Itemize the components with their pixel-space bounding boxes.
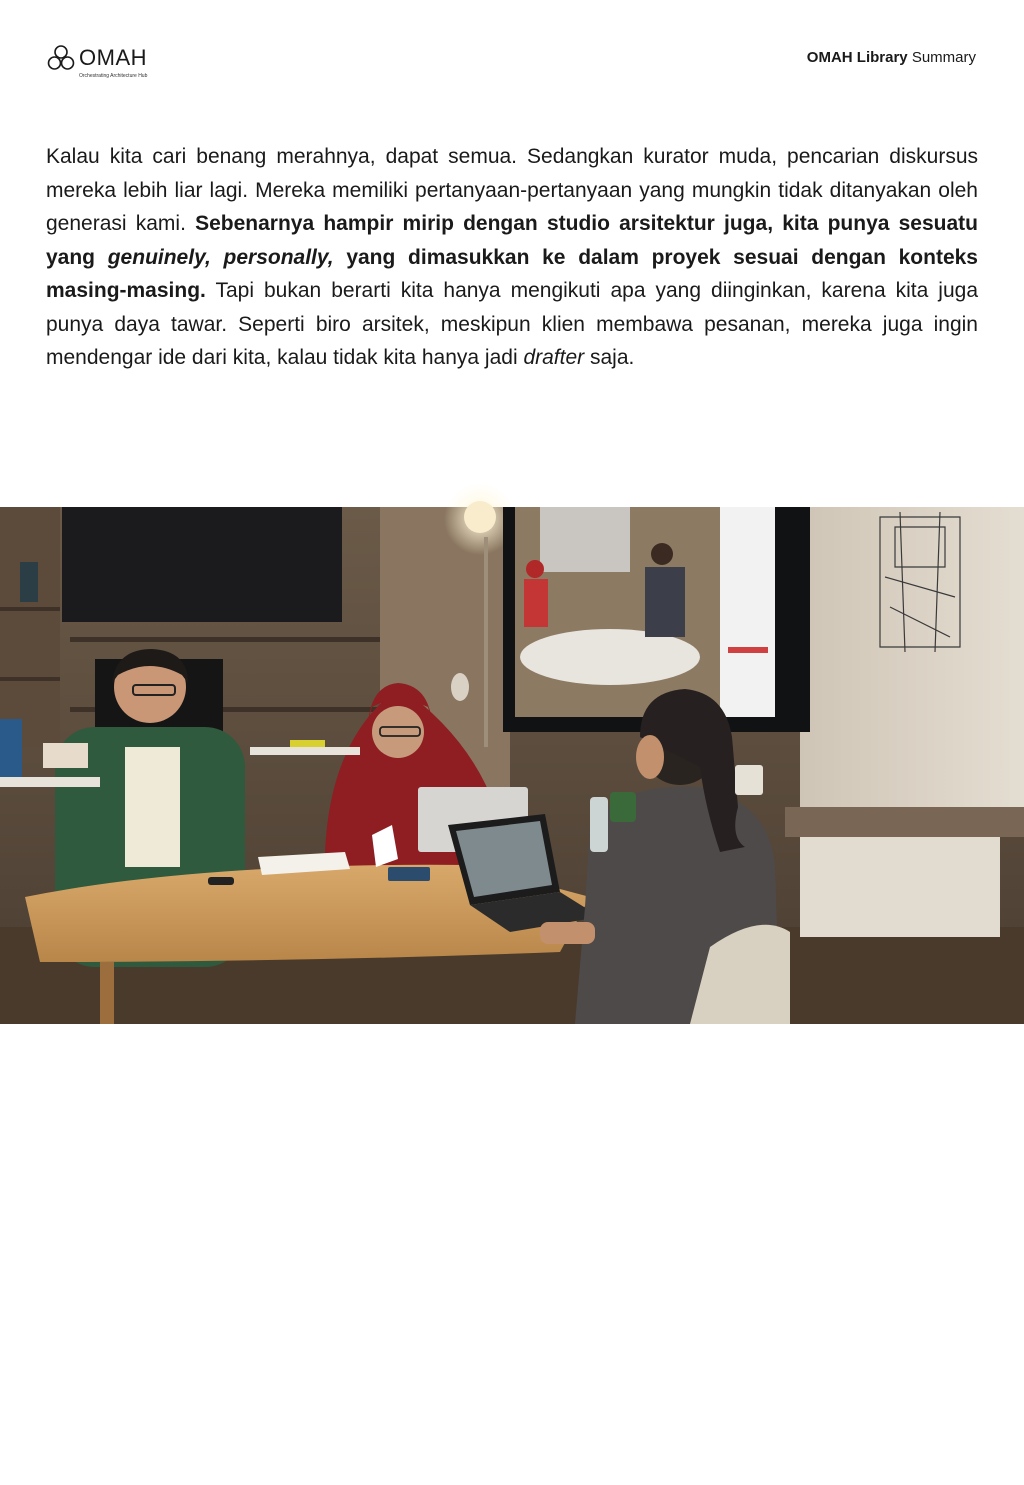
title-bold: OMAH Library — [806, 49, 908, 66]
trefoil-logo-icon — [46, 44, 76, 74]
title-rest: Summary — [911, 49, 976, 66]
paragraph-continuation: Tapi bukan berarti kita hanya mengikuti apa yang diinginkan, karena kita juga punya daya tawar. Seperti biro arsitek, meskipun klien membawa pesanan, mereka juga ingin mendengar ide dari kita, kalau tidak kita hanya jadi — [46, 279, 978, 369]
paragraph-end: saja. — [584, 346, 635, 369]
article-paragraph — [46, 140, 978, 375]
logo-text: OMAH — [79, 45, 147, 70]
omah-logo[interactable] — [46, 44, 147, 79]
paragraph-intro: Kalau kita cari benang merahnya, dapat semua. Sedangkan kurator muda, pencarian diskursus mereka lebih liar lagi. Mereka memiliki pertanyaan-pertanyaan yang mungkin tidak ditanyakan oleh generasi kami. — [46, 145, 978, 235]
highlight-part-2: yang dimasukkan ke dalam proyek sesuai dengan konteks masing-masing. — [46, 245, 978, 302]
page-title — [807, 49, 976, 66]
logo-tagline: Orchestrating Architecture Hub — [79, 73, 148, 79]
highlight-part-1: Sebenarnya hampir mirip dengan studio arsitektur juga, kita punya sesuatu yang — [46, 212, 978, 269]
meeting-photo — [0, 507, 1024, 1484]
header — [0, 0, 1024, 110]
highlight-italic: genuinely, personally, — [107, 245, 334, 269]
page-indicator: 6/10 — [944, 1465, 978, 1484]
meeting-photo-illustration — [0, 507, 1024, 1024]
italic-term: drafter — [523, 346, 585, 369]
hashtag-caption: #designtheory+researchlaboratory — [46, 1467, 306, 1484]
